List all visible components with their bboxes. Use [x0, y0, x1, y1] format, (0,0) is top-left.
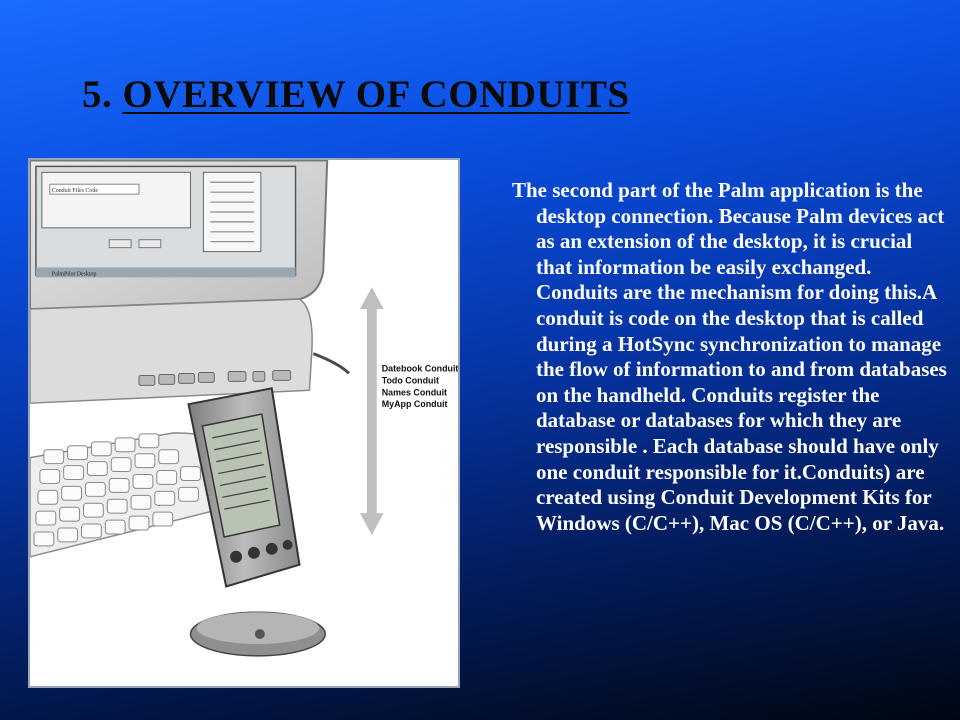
palm-desktop-photo	[28, 158, 460, 688]
window-label: Conduit Files Code	[51, 188, 98, 195]
title-text: OVERVIEW OF CONDUITS	[122, 73, 630, 116]
taskbar-text: PalmPilot Desktop	[51, 271, 97, 278]
conduit-label-datebook: Datebook Conduit	[381, 363, 458, 374]
slide-body-text: The second part of the Palm application is the desktop connection. Because Palm devices act as an extension of the desktop, it is crucial that information be easily exchanged. Conduits are the mechanism for doing this.A conduit is code on the desktop that is called during a HotSync synchronization to manage the flow of information to and from databases on the handheld. Conduits register the database or databases for which they are responsible . Each database should have only one conduit responsible for it.Conduits) are created using Conduit Development Kits for Windows (C/C++), Mac OS (C/C++), or Java.	[512, 178, 947, 535]
slide-title	[82, 72, 630, 117]
title-number: 5.	[82, 73, 113, 116]
conduit-label-names: Names Conduit	[381, 387, 448, 398]
palm-desktop-illustration	[30, 160, 458, 686]
conduit-label-myapp: MyApp Conduit	[381, 399, 448, 410]
monitor	[30, 160, 349, 403]
conduit-label-todo: Todo Conduit	[381, 375, 439, 386]
